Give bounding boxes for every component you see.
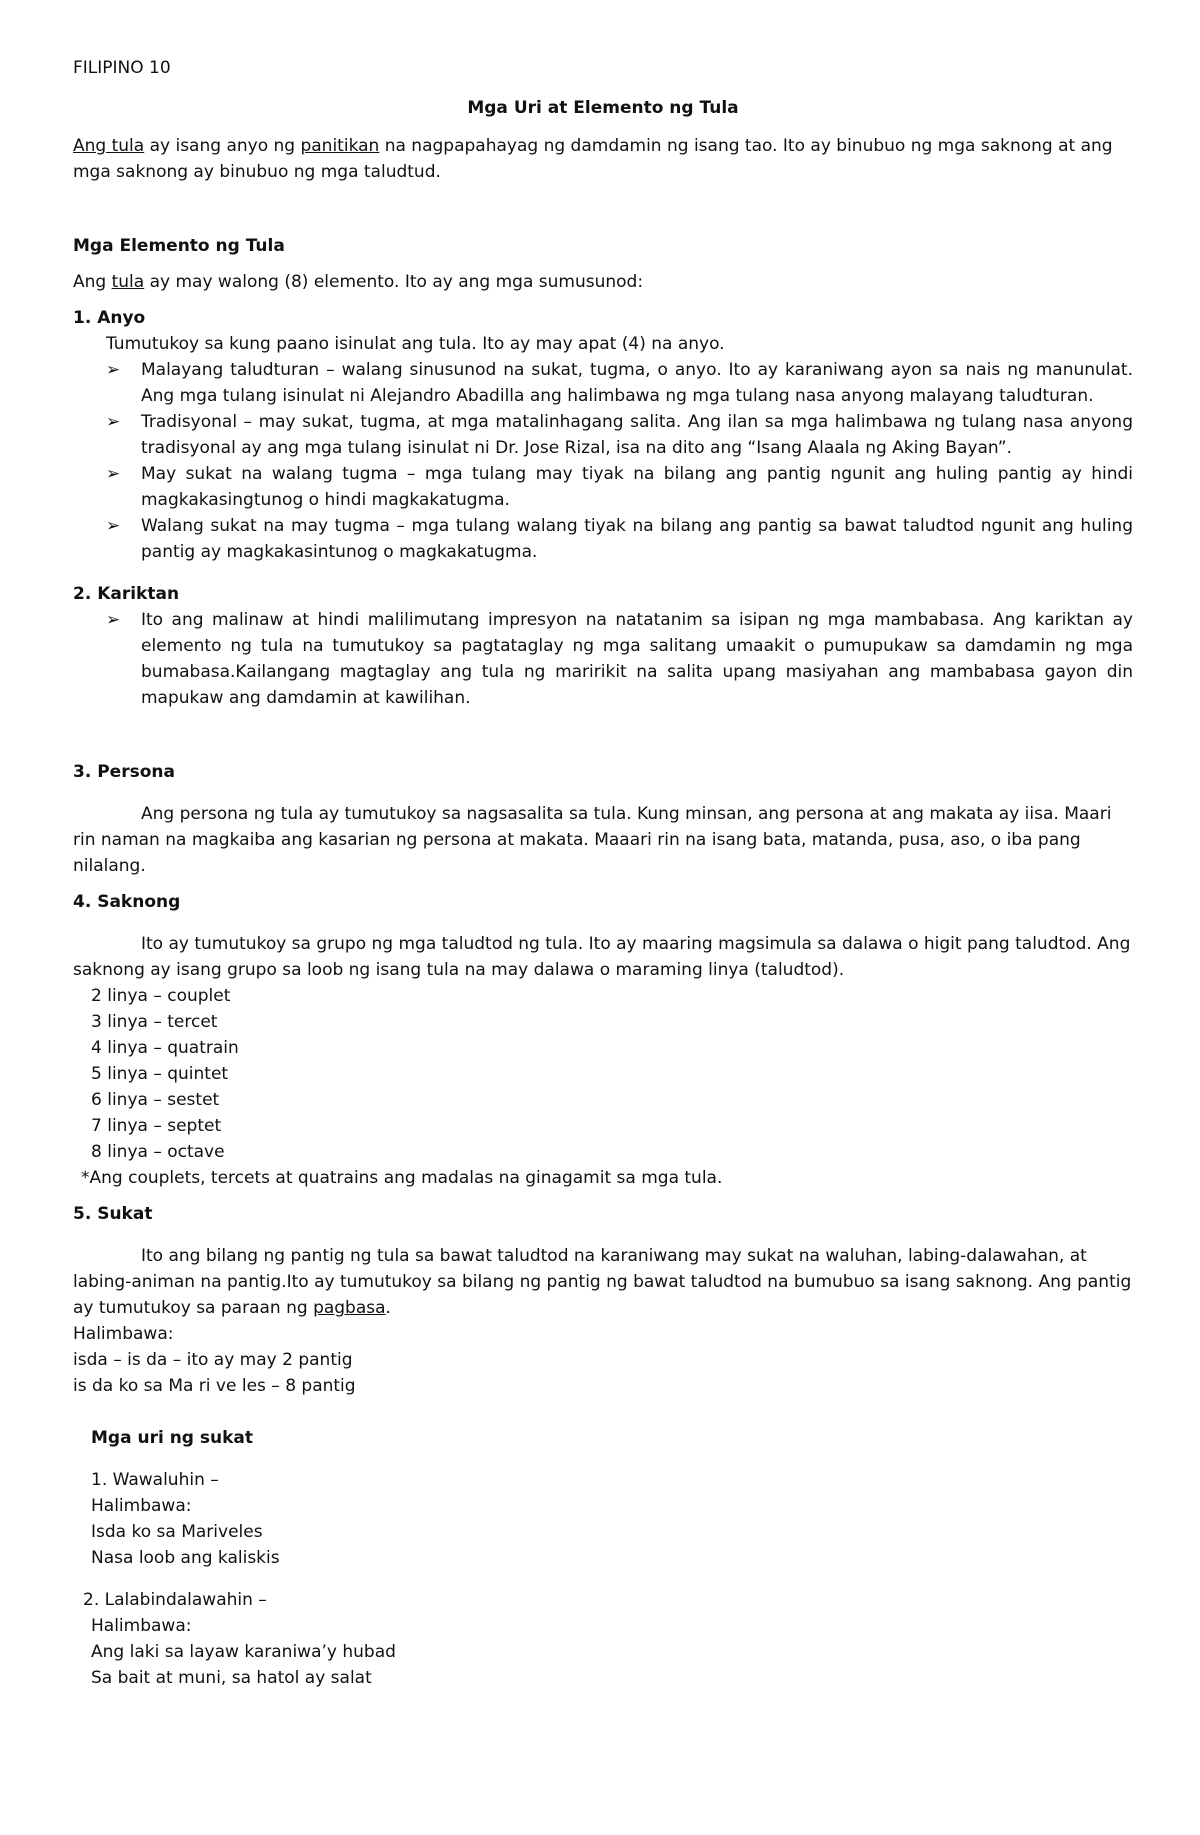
kariktan-list (73, 607, 1133, 711)
list-item: ➢ Walang sukat na may tugma – mga tulang walang tiyak na bilang ang pantig sa bawat taludtod ngunit ang huling pantig ay magkakasintunog o magkakatugma. (73, 513, 1133, 565)
lalabindalawahin-block (73, 1587, 1133, 1691)
list-item: 5 linya – quintet (91, 1064, 229, 1084)
page-title: Mga Uri at Elemento ng Tula (467, 98, 739, 118)
list-item: 4 linya – quatrain (91, 1038, 239, 1058)
list-item: ➢ Tradisyonal – may sukat, tugma, at mga matalinhagang salita. Ang ilan sa mga halimbawa ng tulang nasa anyong tradisyonal ay ang mga tulang isinulat ni Dr. Jose Rizal, isa na dito ang “Isang Alaala ng Aking Bayan”. (73, 409, 1133, 461)
intro-paragraph: Ang tula ay isang anyo ng panitikan na nagpapahayag ng damdamin ng isang tao. Ito ay binubuo ng mga saknong at ang mga saknong ay binubuo ng mga taludtud. (73, 136, 1113, 182)
uri-heading: Mga uri ng sukat (91, 1428, 254, 1448)
anyo-list (73, 357, 1133, 565)
elements-heading: Mga Elemento ng Tula (73, 236, 285, 256)
sukat-example-label: Halimbawa: (73, 1324, 174, 1344)
persona-paragraph: Ang persona ng tula ay tumutukoy sa nagsasalita sa tula. Kung minsan, ang persona at ang makata ay iisa. Maari rin naman na magkaiba ang kasarian ng persona at makata. Maaari rin na isang bata, matanda, pusa, aso, o iba pang nilalang. (73, 804, 1112, 876)
list-item: 8 linya – octave (91, 1142, 225, 1162)
lalabindalawahin-line-1: Ang laki sa layaw karaniwa’y hubad (91, 1642, 396, 1662)
arrowhead-bullet-icon: ➢ (106, 360, 121, 380)
section-heading-kariktan: 2. Kariktan (73, 584, 180, 604)
saknong-paragraph: Ito ay tumutukoy sa grupo ng mga taludtod ng tula. Ito ay maaring magsimula sa dalawa o higit pang taludtod. Ang saknong ay isang grupo sa loob ng isang tula na may dalawa o maraming linya (taludtod). (73, 934, 1131, 980)
wawaluhin-line-1: Isda ko sa Mariveles (91, 1522, 263, 1542)
section-heading-saknong: 4. Saknong (73, 892, 181, 912)
document-page (73, 55, 1133, 1691)
sukat-paragraph: Ito ang bilang ng pantig ng tula sa bawat taludtod na karaniwang may sukat na waluhan, labing-dalawahan, at labing-animan na pantig.Ito ay tumutukoy sa bilang ng pantig ng bawat taludtod na bumubuo sa isang saknong. Ang pantig ay tumutukoy sa paraan ng pagbasa. (73, 1246, 1132, 1318)
list-item: 3 linya – tercet (91, 1012, 218, 1032)
intro-term-panitikan: panitikan (300, 136, 380, 156)
elements-intro: Ang tula ay may walong (8) elemento. Ito ay ang mga sumusunod: (73, 272, 644, 292)
list-item: ➢ May sukat na walang tugma – mga tulang may tiyak na bilang ang pantig ngunit ang huling pantig ay hindi magkakasingtunog o hindi magkakatugma. (73, 461, 1133, 513)
list-item: ➢ Malayang taludturan – walang sinusunod na sukat, tugma, o anyo. Ito ay karaniwang ayon sa nais ng manunulat. Ang mga tulang isinulat ni Alejandro Abadilla ang halimbawa ng mga tulang nasa anyong malayang taludturan. (73, 357, 1133, 409)
list-item: ➢ Ito ang malinaw at hindi malilimutang impresyon na natatanim sa isipan ng mga mambabasa. Ang kariktan ay elemento ng tula na tumutukoy sa pagtataglay ng mga salitang umaakit o pumupukaw sa damdamin ng mga bumabasa.Kailangang magtaglay ang tula ng maririkit na salita upang masiyahan ang mambabasa gayon din mapukaw ang damdamin at kawilihan. (73, 607, 1133, 711)
arrowhead-bullet-icon: ➢ (106, 516, 121, 536)
list-item: 6 linya – sestet (91, 1090, 220, 1110)
arrowhead-bullet-icon: ➢ (106, 610, 121, 630)
subject-label: FILIPINO 10 (73, 58, 171, 78)
section-heading-sukat: 5. Sukat (73, 1204, 153, 1224)
intro-term-tula: Ang tula (73, 136, 145, 156)
wawaluhin-label: Halimbawa: (91, 1496, 192, 1516)
wawaluhin-line-2: Nasa loob ang kaliskis (91, 1548, 280, 1568)
section-heading-persona: 3. Persona (73, 762, 175, 782)
arrowhead-bullet-icon: ➢ (106, 464, 121, 484)
lalabindalawahin-title: 2. Lalabindalawahin – (83, 1590, 267, 1610)
wawaluhin-block (73, 1467, 1133, 1571)
wawaluhin-title: 1. Wawaluhin – (91, 1470, 219, 1490)
sukat-example-2: is da ko sa Ma ri ve les – 8 pantig (73, 1376, 356, 1396)
saknong-line-list (73, 983, 1133, 1165)
list-item: 7 linya – septet (91, 1116, 222, 1136)
anyo-description: Tumutukoy sa kung paano isinulat ang tula. Ito ay may apat (4) na anyo. (106, 334, 725, 354)
sukat-example-1: isda – is da – ito ay may 2 pantig (73, 1350, 353, 1370)
lalabindalawahin-line-2: Sa bait at muni, sa hatol ay salat (91, 1668, 372, 1688)
section-heading-anyo: 1. Anyo (73, 308, 146, 328)
lalabindalawahin-label: Halimbawa: (91, 1616, 192, 1636)
list-item: 2 linya – couplet (91, 986, 231, 1006)
arrowhead-bullet-icon: ➢ (106, 412, 121, 432)
saknong-note: *Ang couplets, tercets at quatrains ang madalas na ginagamit sa mga tula. (81, 1168, 723, 1188)
